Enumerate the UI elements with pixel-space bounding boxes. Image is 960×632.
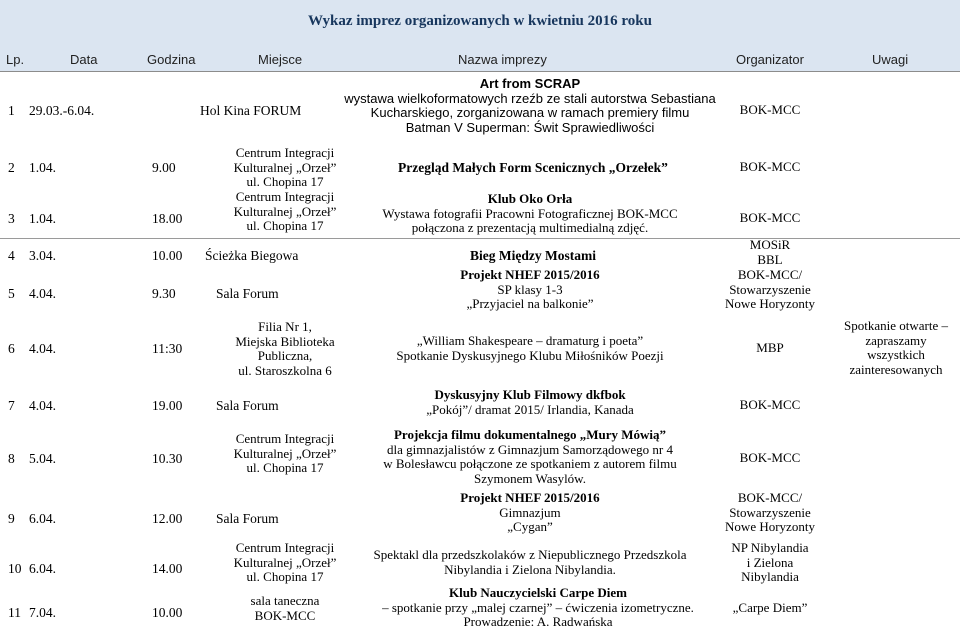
row-number: 10 [8,561,22,576]
row-organizer-line: BOK-MCC/ [737,490,803,505]
row-place [210,146,360,190]
row-time: 14.00 [152,561,183,576]
header-organizator: Organizator [736,52,804,67]
row-event-name-line: „Przyjaciel na balkonie” [466,296,594,311]
row-organizer-line: MBP [756,340,784,355]
row-time: 10.00 [152,605,183,620]
row-date: 4.04. [29,286,56,301]
row-notes [831,319,960,377]
row-place [210,432,360,476]
row-event-name-line: Projekt NHEF 2015/2016 [460,267,600,282]
row-date: 1.04. [29,160,56,175]
row-organizer [705,211,835,226]
row-organizer [705,491,835,535]
row-organizer [705,601,835,616]
row-time: 19.00 [152,398,183,413]
row-place-line: Kulturalnej „Orzeł” [233,554,337,570]
row-event-name-line: Projekcja filmu dokumentalnego „Mury Mówią” [393,427,667,442]
row-time: 18.00 [152,211,183,226]
row-place: Sala Forum [216,511,279,526]
row-organizer-line: Stowarzyszenie [729,281,811,297]
row-number: 7 [8,398,15,413]
row-time: 9.30 [152,286,176,301]
row-event-name: Przegląd Małych Form Scenicznych „Orzełek” [398,160,668,175]
row-place-line: Kulturalnej „Orzeł” [233,203,337,219]
row-number: 5 [8,286,15,301]
row-event-name-line: Projekt NHEF 2015/2016 [460,490,600,505]
row-date: 4.04. [29,341,56,356]
header-godzina: Godzina [147,52,196,67]
row-event-name-line: Spotkanie Dyskusyjnego Klubu Miłośników Poezji [396,347,664,363]
row-place-line: BOK-MCC [254,607,316,623]
row-place: Sala Forum [216,286,279,301]
header-nazwa: Nazwa imprezy [458,52,547,67]
row-organizer [705,103,835,118]
row-date: 7.04. [29,605,56,620]
row-event-name-line: Spektakl dla przedszkolaków z Niepublicznego Przedszkola [373,547,687,562]
row-date: 6.04. [29,511,56,526]
row-place: Sala Forum [216,398,279,413]
row-number: 4 [8,248,15,263]
row-organizer-line: Nibylandia [741,569,799,584]
row-event-name-line: Nibylandia i Zielona Nibylandia. [444,561,616,577]
row-event-name [340,548,720,577]
row-organizer [705,268,835,312]
row-place [210,190,360,234]
row-place-line: Centrum Integracji [235,189,335,204]
row-organizer-line: BOK-MCC [739,210,801,225]
row-date: 1.04. [29,211,56,226]
row-organizer [705,160,835,175]
row-number: 6 [8,341,15,356]
page-title: Wykaz imprez organizowanych w kwietniu 2016 roku [308,13,652,29]
row-place-line: ul. Chopina 17 [246,218,324,233]
row-time: 9.00 [152,160,176,175]
row-place-line: ul. Chopina 17 [246,460,324,475]
header-lp: Lp. [6,52,25,67]
row-event-name [340,388,720,417]
row-event-name: Bieg Między Mostami [470,248,596,263]
row-time: 12.00 [152,511,183,526]
row-notes-line: zainteresowanych [849,361,943,377]
row-organizer-line: Nowe Horyzonty [725,519,815,534]
row-number: 9 [8,511,15,526]
row-date: 6.04. [29,561,56,576]
row-place [210,594,360,623]
row-organizer-line: BOK-MCC [739,397,801,412]
row-organizer [705,238,835,267]
row-event-name [340,428,720,486]
row-notes-line: Spotkanie otwarte – [844,318,948,333]
row-organizer [705,451,835,466]
row-notes-line: wszystkich [867,347,925,362]
row-event-name-line: SP klasy 1-3 [497,281,563,297]
row-organizer-line: BOK-MCC [739,159,801,174]
row-organizer [705,541,835,585]
row-place-line: Miejska Biblioteka [235,333,335,349]
row-place-line: Kulturalnej „Orzeł” [233,445,337,461]
row-date: 5.04. [29,451,56,466]
row-event-name-line: dla gimnazjalistów z Gimnazjum Samorządowego nr 4 [387,441,673,457]
row-organizer-line: MOSiR [749,237,791,252]
row-organizer [705,341,835,356]
row-event-name [340,77,720,135]
row-organizer-line: „Carpe Diem” [732,600,808,615]
row-event-name-line: Klub Nauczycielski Carpe Diem [448,585,627,600]
row-event-name-line: Kucharskiego, zorganizowana w ramach premiery filmu [370,105,690,120]
row-time: 10.00 [152,248,183,263]
row-place [210,320,360,378]
row-event-name-line: Gimnazjum [499,504,561,520]
row-place-line: Filia Nr 1, [258,319,312,334]
row-number: 11 [8,605,21,620]
row-organizer-line: Stowarzyszenie [729,504,811,520]
row-number: 2 [8,160,15,175]
row-event-name-line: „William Shakespeare – dramaturg i poeta” [416,333,644,348]
row-event-name [340,268,720,312]
row-event-name-line: „Pokój”/ dramat 2015/ Irlandia, Kanada [426,401,634,417]
row-event-name-line: wystawa wielkoformatowych rzeźb ze stali autorstwa Sebastiana [344,90,716,106]
header-uwagi: Uwagi [872,52,909,67]
row-place-line: Kulturalnej „Orzeł” [233,159,337,175]
row-event-name [340,491,720,535]
row-event-name-line: w Bolesławcu połączone ze spotkaniem z autorem filmu [383,456,677,471]
row-place: Hol Kina FORUM [200,103,302,118]
row-place [210,541,360,585]
row-time: 11:30 [152,341,183,356]
row-place-line: Centrum Integracji [235,145,335,160]
row-notes-line: zapraszamy [865,332,927,348]
row-organizer-line: BBL [757,251,783,267]
row-organizer-line: BOK-MCC [739,102,801,117]
row-number: 8 [8,451,15,466]
row-event-name-line: Dyskusyjny Klub Filmowy dkfbok [434,387,626,402]
row-event-name-line: Wystawa fotografii Pracowni Fotograficznej BOK-MCC [382,205,678,221]
row-place-line: Publiczna, [257,348,313,363]
row-date: 29.03.-6.04. [29,103,95,118]
row-event-name-line: połączona z prezentacją multimedialną zdjęć. [411,220,649,235]
row-place-line: sala taneczna [250,593,320,608]
row-place: Ścieżka Biegowa [205,248,299,263]
row-number: 1 [8,103,15,118]
row-place-line: Centrum Integracji [235,431,335,446]
row-date: 4.04. [29,398,56,413]
row-number: 3 [8,211,15,226]
row-event-name-line: „Cygan” [507,519,553,534]
row-place-line: ul. Staroszkolna 6 [238,362,332,378]
row-place-line: ul. Chopina 17 [246,569,324,584]
row-event-name [340,192,720,236]
row-organizer [705,398,835,413]
row-event-name-line: Klub Oko Orła [487,191,573,206]
row-organizer-line: BOK-MCC/ [737,267,803,282]
row-event-name-line: Art from SCRAP [479,76,581,91]
row-event-name [348,586,728,630]
row-event-name-line: Batman V Superman: Świt Sprawiedliwości [405,119,655,135]
row-event-name-line: Szymonem Wasylów. [474,470,586,486]
header-data: Data [70,52,98,67]
row-place-line: Centrum Integracji [235,540,335,555]
row-event-name-line: – spotkanie przy „malej czarnej” – ćwiczenia izometryczne. [382,599,694,615]
row-organizer-line: BOK-MCC [739,450,801,465]
row-date: 3.04. [29,248,56,263]
header-miejsce: Miejsce [258,52,303,67]
row-event-name [340,334,720,363]
row-organizer-line: i Zielona [746,554,794,570]
row-place-line: ul. Chopina 17 [246,174,324,189]
row-organizer-line: Nowe Horyzonty [725,296,815,311]
row-event-name-line: Prowadzenie: A. Radwańska [463,614,613,629]
row-organizer-line: NP Nibylandia [731,540,809,555]
row-time: 10.30 [152,451,183,466]
